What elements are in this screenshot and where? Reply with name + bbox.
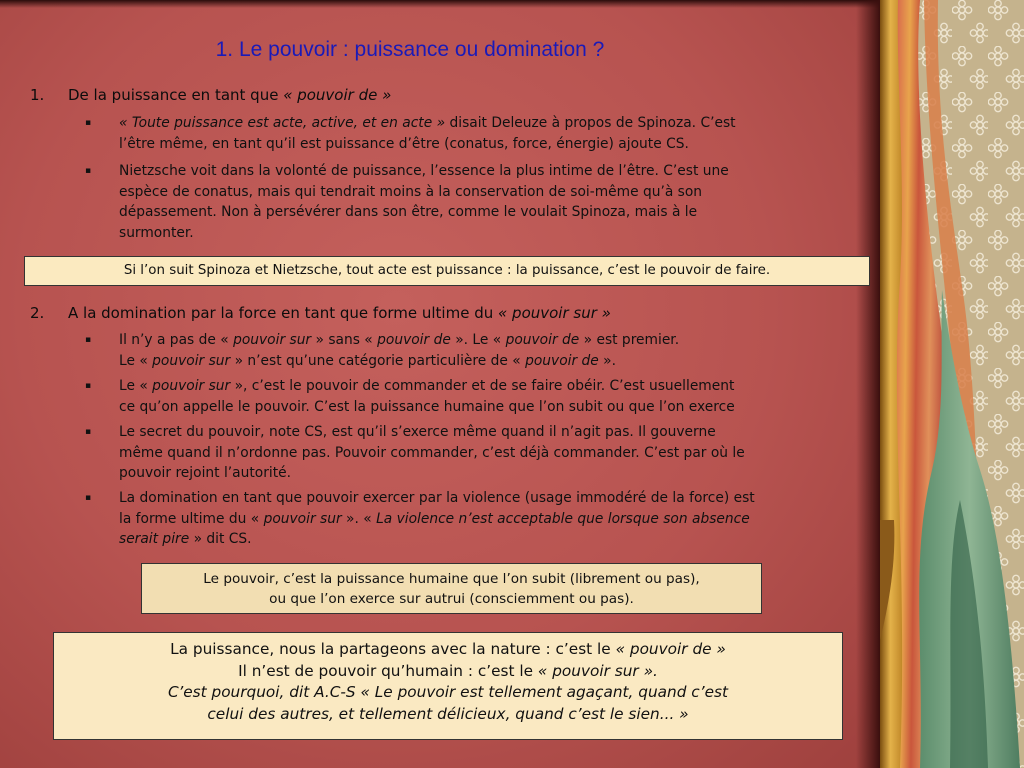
- decorative-side-panel: [880, 0, 1024, 768]
- bullet-marker: ▪: [85, 381, 92, 391]
- highlight-text: ou que l’on exerce sur autrui (consciemment ou pas).: [269, 591, 634, 607]
- section-heading-italic: « pouvoir de »: [283, 86, 392, 104]
- section-heading-1: [30, 86, 391, 104]
- decorative-illustration: [880, 0, 1024, 768]
- bullet-marker: ▪: [85, 118, 92, 128]
- highlight-box-2: [141, 563, 762, 614]
- section-number: 2.: [30, 304, 45, 322]
- bullet-marker: ▪: [85, 427, 92, 437]
- section-heading-text: De la puissance en tant que: [68, 86, 284, 104]
- section-heading-text: A la domination par la force en tant que forme ultime du: [68, 304, 499, 322]
- bullet-marker: ▪: [85, 335, 92, 345]
- section-heading-2: [30, 304, 611, 322]
- bullet-marker: ▪: [85, 493, 92, 503]
- section-number: 1.: [30, 86, 45, 104]
- bullet-marker: ▪: [85, 166, 92, 176]
- section-heading-italic: « pouvoir sur »: [498, 304, 611, 322]
- conclusion-box: La puissance, nous la partageons avec la nature : c’est le « pouvoir de » Il n’est de pouvoir qu’humain : c’est le « pouvoir sur ». C’est pourquoi, dit A.C-S « Le pouvoir est tellement agaçant, quand c’est celui des autres, et tellement délicieux, quand c’est le sien... »: [53, 632, 843, 740]
- highlight-text: Si l’on suit Spinoza et Nietzsche, tout acte est puissance : la puissance, c’est le pouvoir de faire.: [123, 263, 771, 278]
- quote-italic: « Toute puissance est acte, active, et en acte »: [119, 115, 446, 131]
- slide-top-shadow: [0, 0, 880, 8]
- highlight-box-1: [24, 256, 870, 286]
- slide-title: 1. Le pouvoir : puissance ou domination ?: [215, 38, 605, 61]
- slide-right-shadow: [856, 0, 880, 768]
- highlight-text: Le pouvoir, c’est la puissance humaine que l’on subit (librement ou pas),: [203, 571, 700, 587]
